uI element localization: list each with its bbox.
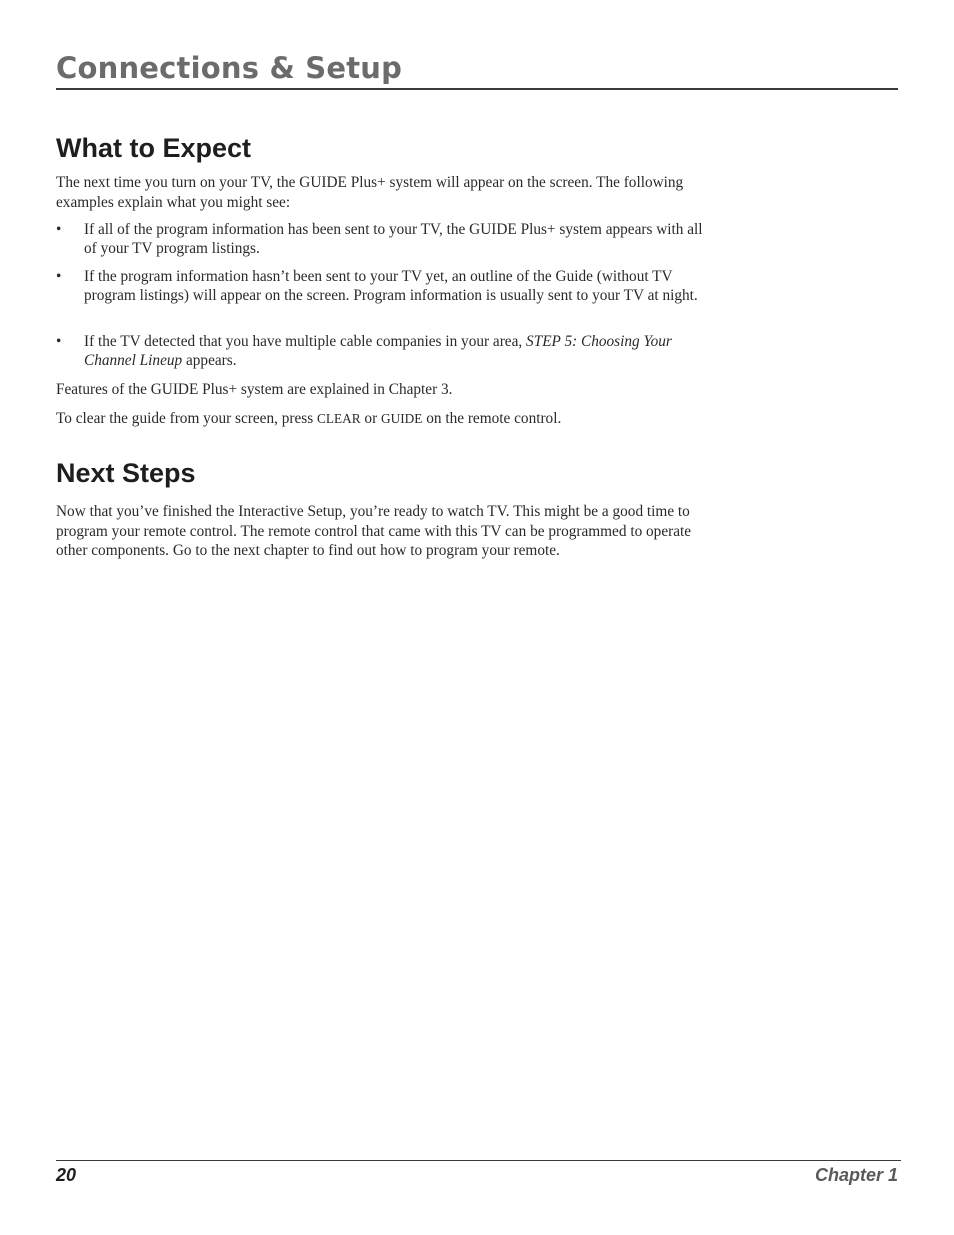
clear-text-end: on the remote control. xyxy=(422,410,562,427)
clear-text-start: To clear the guide from your screen, press xyxy=(56,410,318,427)
list-item xyxy=(56,332,706,370)
list-item-text xyxy=(84,332,706,370)
section-heading-next-steps: Next Steps xyxy=(56,458,196,488)
section-heading-what-to-expect: What to Expect xyxy=(56,133,252,163)
next-steps-paragraph: Now that you’ve finished the Interactive Setup, you’re ready to watch TV. This might be a good time to program your remote control. The remote control that came with this TV can be programmed to operate other components. Go to the next chapter to find out how to program your remote. xyxy=(56,503,692,559)
intro-paragraph: The next time you turn on your TV, the GUIDE Plus+ system will appear on the screen. The following examples explain what you might see: xyxy=(56,174,684,211)
list-item-text: If all of the program information has been sent to your TV, the GUIDE Plus+ system appears with all of your TV program listings. xyxy=(84,221,703,257)
features-note: Features of the GUIDE Plus+ system are explained in Chapter 3. xyxy=(56,381,453,398)
chapter-label: Chapter 1 xyxy=(814,1165,898,1185)
page-number: 20 xyxy=(56,1165,77,1185)
bullet-marker: • xyxy=(56,333,62,350)
clear-guide-instruction xyxy=(56,409,706,429)
list-item xyxy=(56,267,706,305)
bullet-text-start: If the TV detected that you have multiple cable companies in your area, xyxy=(84,333,527,350)
step-reference: STEP 5: Choosing Your Channel Lineup xyxy=(84,333,672,369)
header-rule xyxy=(56,88,898,90)
guide-key: GUIDE xyxy=(381,411,423,426)
footer-rule xyxy=(56,1160,901,1161)
clear-text-or: or xyxy=(360,410,382,427)
list-item-text: If the program information hasn’t been sent to your TV yet, an outline of the Guide (without TV program listings) will appear on the screen. Program information is usually sent to your TV at night. xyxy=(84,268,698,304)
running-head: Connections & Setup xyxy=(56,51,403,85)
bullet-marker: • xyxy=(56,221,62,238)
list-item xyxy=(56,220,706,258)
bullet-text-end: appears. xyxy=(182,352,237,369)
clear-key: CLEAR xyxy=(317,411,361,426)
bullet-marker: • xyxy=(56,268,62,285)
